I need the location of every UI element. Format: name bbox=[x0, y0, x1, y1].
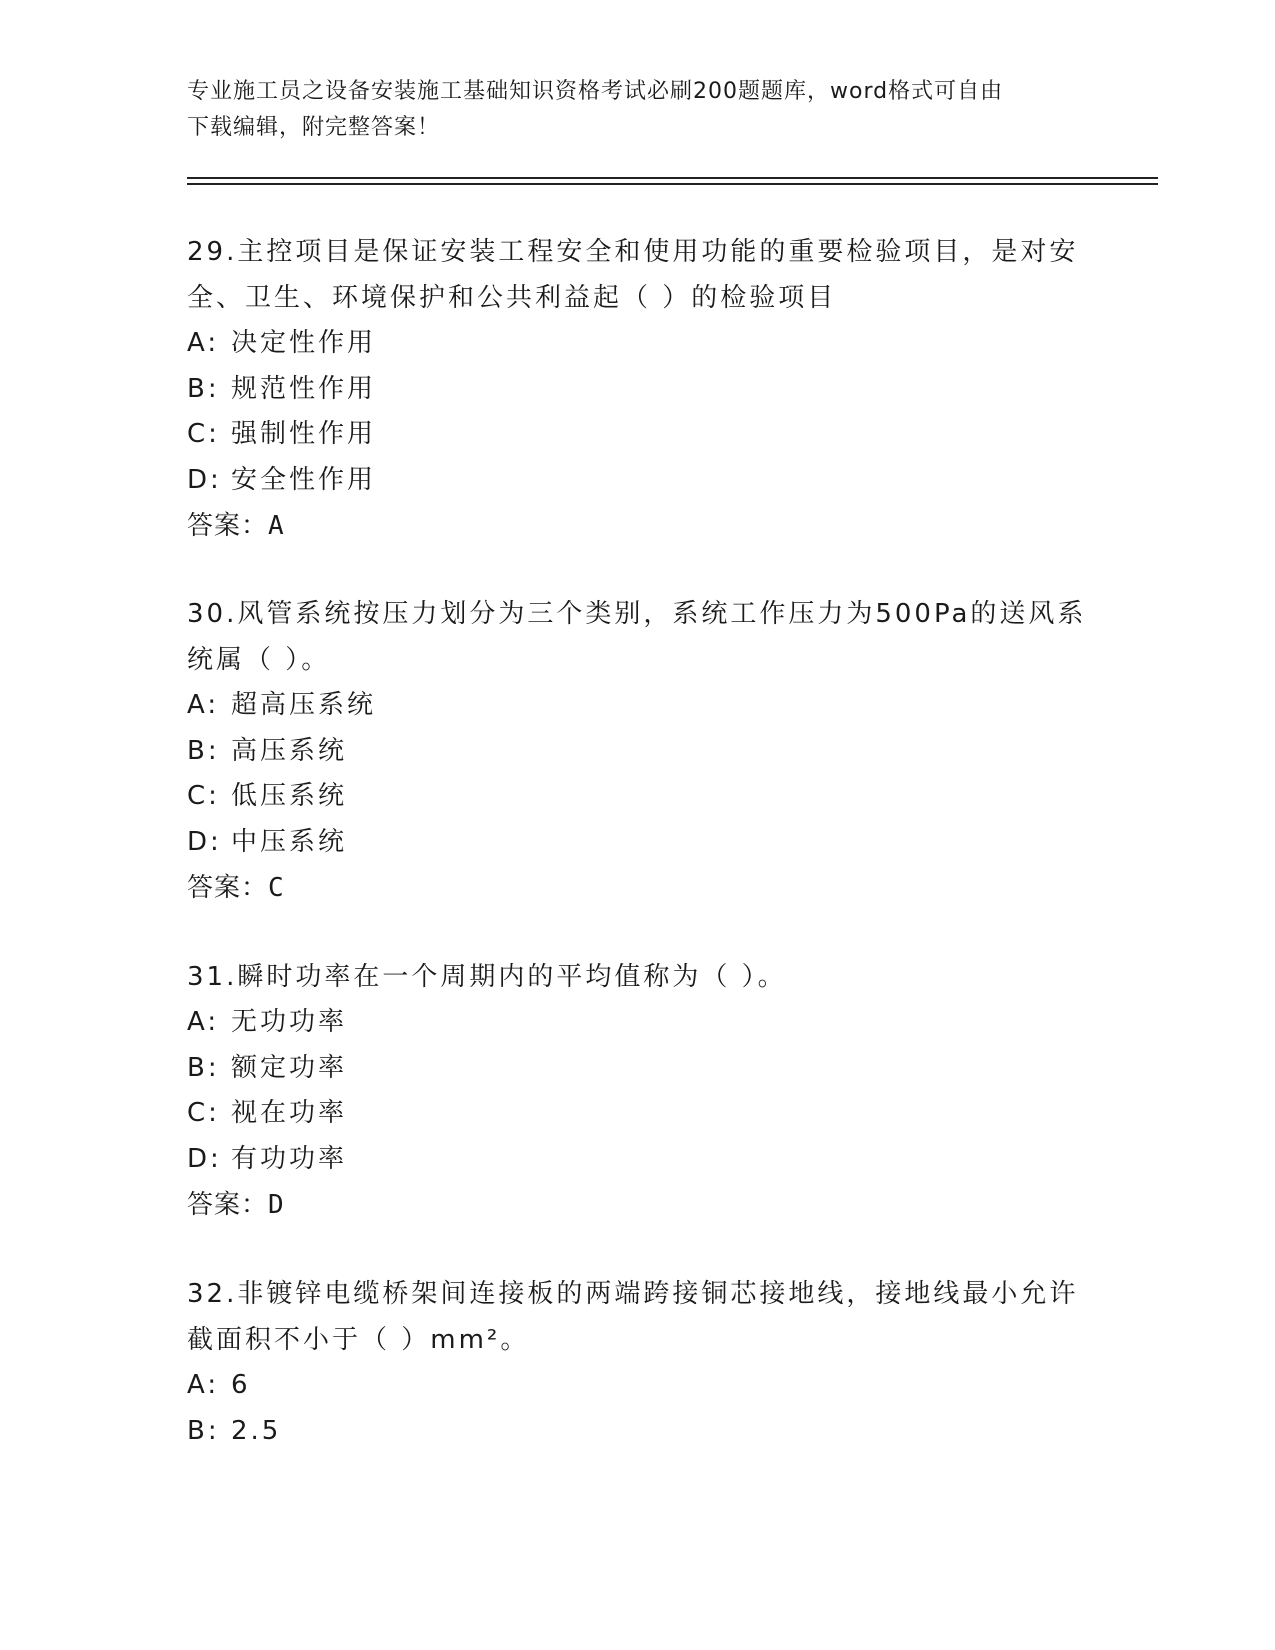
question-text-line: 29.主控项目是保证安装工程安全和使用功能的重要检验项目，是对安 bbox=[187, 237, 1079, 267]
question-31 bbox=[187, 954, 1087, 1228]
option-a bbox=[187, 683, 1087, 729]
option-b bbox=[187, 1409, 1087, 1455]
question-30 bbox=[187, 591, 1087, 911]
option-c bbox=[187, 412, 1087, 458]
option-b bbox=[187, 1046, 1087, 1092]
option-a bbox=[187, 321, 1087, 367]
document-header bbox=[187, 74, 1087, 146]
option-letter: A: bbox=[187, 1007, 220, 1037]
header-divider bbox=[187, 177, 1158, 179]
option-letter: C: bbox=[187, 781, 220, 811]
header-line-2: 下载编辑，附完整答案！ bbox=[187, 115, 441, 140]
option-text: 2.5 bbox=[231, 1415, 282, 1446]
option-letter: C: bbox=[187, 419, 220, 449]
header-line-1: 专业施工员之设备安装施工基础知识资格考试必刷200题题库，word格式可自由 bbox=[187, 79, 1004, 104]
option-a bbox=[187, 1363, 1087, 1409]
question-text-line: 32.非镀锌电缆桥架间连接板的两端跨接铜芯接地线，接地线最小允许 bbox=[187, 1279, 1079, 1309]
answer-label: 答案： bbox=[187, 511, 269, 541]
question-text-line: 全、卫生、环境保护和公共利益起（ ）的检验项目 bbox=[187, 283, 837, 313]
question-text-line: 31.瞬时功率在一个周期内的平均值称为（ ）。 bbox=[187, 962, 787, 992]
answer-label: 答案： bbox=[187, 873, 269, 903]
option-text: 强制性作用 bbox=[231, 419, 377, 449]
question-text-line: 截面积不小于（ ）mm²。 bbox=[187, 1325, 530, 1355]
option-text: 决定性作用 bbox=[231, 328, 377, 358]
option-text: 无功功率 bbox=[231, 1007, 348, 1037]
option-text: 视在功率 bbox=[231, 1098, 348, 1128]
option-letter: A: bbox=[187, 328, 220, 358]
option-letter: D: bbox=[187, 826, 222, 857]
option-letter: A: bbox=[187, 690, 220, 720]
option-letter: A: bbox=[187, 1370, 220, 1400]
option-letter: B: bbox=[187, 1052, 220, 1083]
option-text: 低压系统 bbox=[231, 781, 348, 811]
option-letter: D: bbox=[187, 464, 222, 495]
option-letter: B: bbox=[187, 1415, 220, 1446]
option-d bbox=[187, 1137, 1087, 1183]
option-text: 超高压系统 bbox=[231, 690, 377, 720]
option-text: 中压系统 bbox=[231, 826, 348, 857]
option-b bbox=[187, 729, 1087, 775]
option-letter: C: bbox=[187, 1098, 220, 1128]
option-letter: B: bbox=[187, 373, 220, 404]
option-c bbox=[187, 1091, 1087, 1137]
option-b bbox=[187, 367, 1087, 413]
answer-value: A bbox=[268, 511, 285, 541]
question-32 bbox=[187, 1271, 1087, 1454]
question-text-line: 统属（ ）。 bbox=[187, 645, 331, 675]
option-d bbox=[187, 458, 1087, 504]
option-text: 6 bbox=[231, 1370, 251, 1400]
answer bbox=[187, 1182, 1087, 1228]
question-text-line: 30.风管系统按压力划分为三个类别，系统工作压力为500Pa的送风系 bbox=[187, 599, 1087, 629]
option-d bbox=[187, 820, 1087, 866]
option-text: 高压系统 bbox=[231, 735, 348, 766]
option-text: 规范性作用 bbox=[231, 373, 377, 404]
answer bbox=[187, 503, 1087, 549]
option-a bbox=[187, 1000, 1087, 1046]
answer-value: D bbox=[268, 1190, 285, 1220]
answer-value: C bbox=[268, 873, 285, 903]
option-letter: B: bbox=[187, 735, 220, 766]
answer bbox=[187, 865, 1087, 911]
header-divider-secondary bbox=[187, 183, 1158, 185]
answer-label: 答案： bbox=[187, 1190, 269, 1220]
option-text: 安全性作用 bbox=[231, 464, 377, 495]
option-text: 额定功率 bbox=[231, 1052, 348, 1083]
option-c bbox=[187, 774, 1087, 820]
question-29 bbox=[187, 229, 1087, 549]
option-text: 有功功率 bbox=[231, 1143, 348, 1174]
option-letter: D: bbox=[187, 1143, 222, 1174]
